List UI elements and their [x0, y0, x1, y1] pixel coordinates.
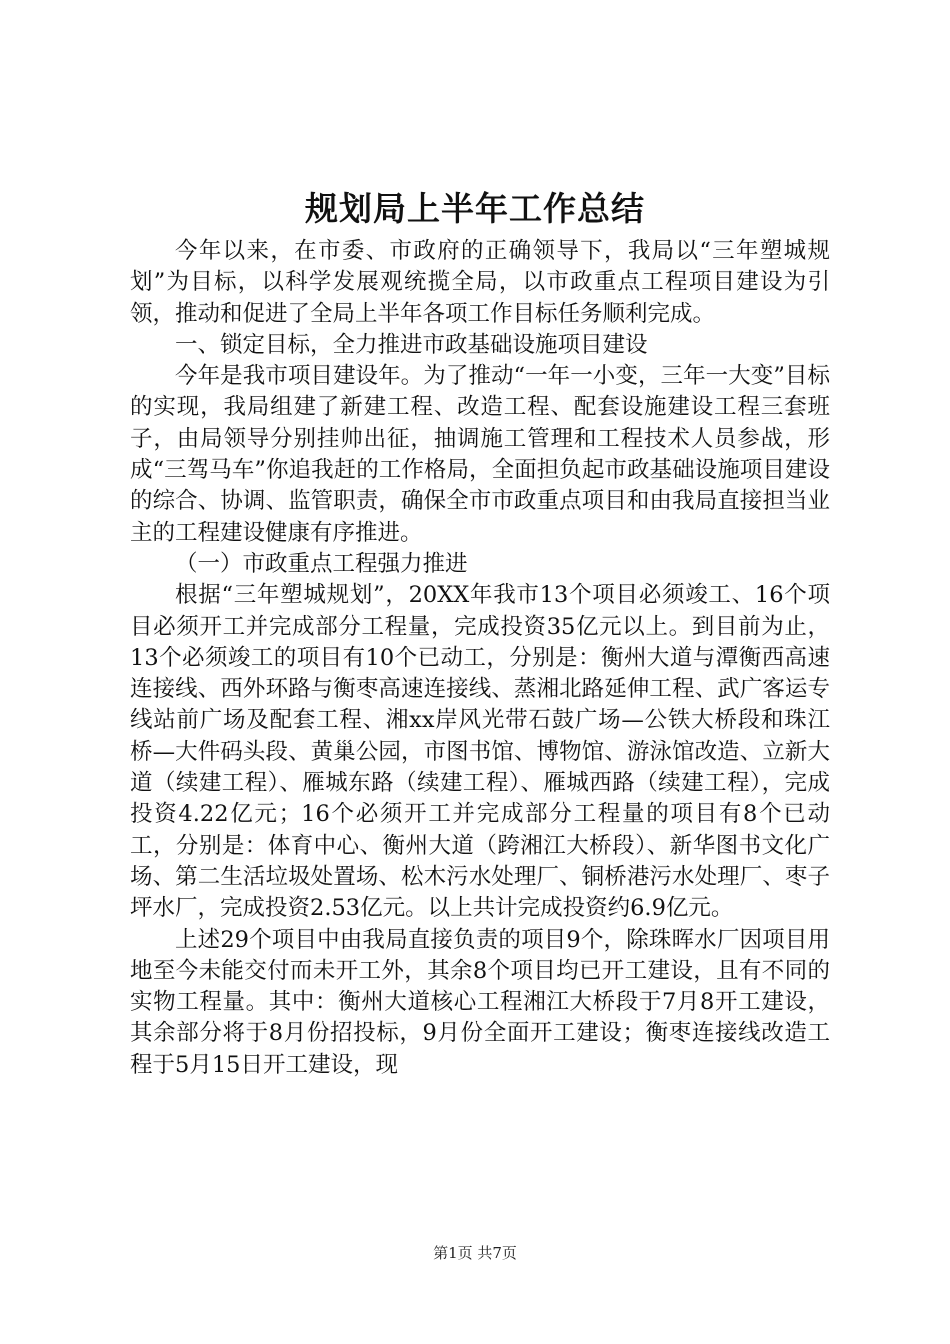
paragraph-intro: 今年以来，在市委、市政府的正确领导下，我局以“三年塑城规划”为目标，以科学发展观统揽全局，以市政重点工程项目建设为引领，推动和促进了全局上半年各项工作目标任务顺利完成。 [130, 238, 830, 327]
document-title: 规划局上半年工作总结 [305, 189, 645, 228]
paragraph-project-year: 今年是我市项目建设年。为了推动“一年一小变，三年一大变”目标的实现，我局组建了新建工程、改造工程、配套设施建设工程三套班子，由局领导分别挂帅出征，抽调施工管理和工程技术人员参战，形成“三驾马车”你追我赶的工作格局，全面担负起市政基础设施项目建设的综合、协调、监管职责，确保全市市政重点项目和由我局直接担当业主的工程建设健康有序推进。 [130, 363, 830, 546]
paragraph-bureau-projects: 上述29个项目中由我局直接负责的项目9个，除珠晖水厂因项目用地至今未能交付而未开工外，其余8个项目均已开工建设，且有不同的实物工程量。其中：衡州大道核心工程湘江大桥段于7月8开工建设，其余部分将于8月份招投标，9月份全面开工建设；衡枣连接线改造工程于5月15日开工建设，现 [130, 926, 830, 1078]
paragraph-key-projects: 根据“三年塑城规划”，20XX年我市13个项目必须竣工、16个项目必须开工并完成部分工程量，完成投资35亿元以上。到目前为止，13个必须竣工的项目有10个已动工，分别是：衡州大道与潭衡西高速连接线、西外环路与衡枣高速连接线、蒸湘北路延伸工程、武广客运专线站前广场及配套工程、湘xx岸风光带石鼓广场—公铁大桥段和珠江桥—大件码头段、黄巢公园，市图书馆、博物馆、游泳馆改造、立新大道（续建工程）、雁城东路（续建工程）、雁城西路（续建工程），完成投资4.22亿元；16个必须开工并完成部分工程量的项目有8个已动工，分别是：体育中心、衡州大道（跨湘江大桥段）、新华图书文化广场、第二生活垃圾处置场、松木污水处理厂、铜桥港污水处理厂、枣子坪水厂，完成投资2.53亿元。以上共计完成投资约6.9亿元。 [130, 582, 830, 922]
page-number-footer: 第1页 共7页 [433, 1244, 517, 1262]
subsection-heading-1: （一）市政重点工程强力推进 [175, 550, 468, 577]
document-body [130, 236, 830, 1081]
section-heading-1: 一、锁定目标，全力推进市政基础设施项目建设 [175, 331, 648, 358]
